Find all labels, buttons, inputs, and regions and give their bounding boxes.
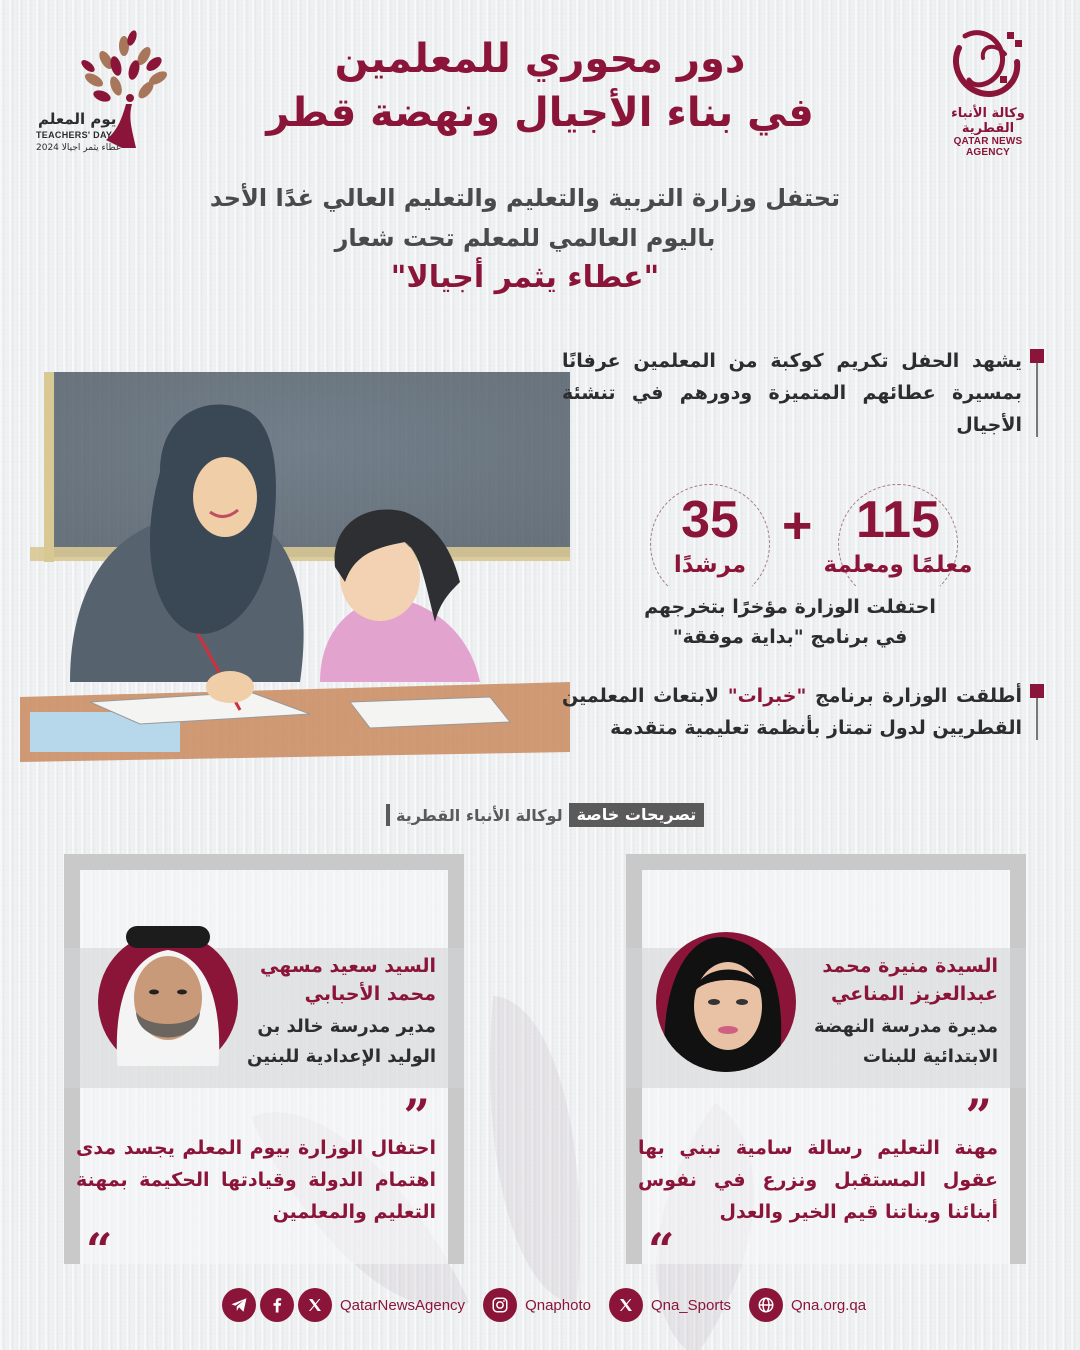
avatar-munira <box>656 932 796 1072</box>
card-name-line-1: السيد سعيد مسهي <box>260 955 436 977</box>
quote-close-icon: “ <box>86 1223 113 1277</box>
card-role-line-1: مديرة مدرسة النهضة <box>814 1016 998 1037</box>
intro-line-2: باليوم العالمي للمعلم تحت شعار <box>334 224 716 252</box>
social-handle-qnaphoto[interactable]: Qnaphoto <box>525 1296 591 1314</box>
teachers-day-arabic: يوم المعلم <box>38 110 117 128</box>
bullet-square-icon <box>1030 349 1044 363</box>
teachers-day-tagline: 2024 عطاء يثمر اجيالا <box>36 143 122 153</box>
quote-close-icon: “ <box>648 1223 675 1277</box>
qna-logo <box>932 28 1044 158</box>
instagram-icon[interactable] <box>483 1288 517 1322</box>
bullet-honoring-teachers <box>562 345 1022 441</box>
statements-source: لوكالة الأنباء القطرية <box>396 805 563 825</box>
bullet-square-icon <box>1030 684 1044 698</box>
stat-mentors-label: مرشدًا <box>673 552 747 578</box>
bullet-divider <box>1036 698 1038 740</box>
statements-bar <box>386 804 390 826</box>
facebook-icon[interactable] <box>260 1288 294 1322</box>
social-handle-qna-sports[interactable]: Qna_Sports <box>650 1296 731 1314</box>
qna-emblem-icon <box>945 28 1031 104</box>
social-handle-website[interactable]: Qna.org.qa <box>791 1296 867 1314</box>
x-icon[interactable] <box>298 1288 332 1322</box>
stat-mentors-value: 35 <box>681 491 739 549</box>
statement-card-munira <box>626 854 1026 1277</box>
card-name <box>822 952 998 1008</box>
card-quote: احتفال الوزارة بيوم المعلم يجسد مدى اهتمام الدولة وقيادتها الحكيمة بمهنة التعليم والمعلمين <box>76 1137 436 1223</box>
graduation-note-line-2: في برنامج "بداية موفقة" <box>672 626 908 648</box>
title-line-2: في بناء الأجيال ونهضة قطر <box>266 90 814 136</box>
teacher-student-illustration <box>10 352 570 772</box>
statement-card-saeed <box>64 854 464 1277</box>
intro-line-1: تحتفل وزارة التربية والتعليم والتعليم العالي غدًا الأحد <box>209 184 841 212</box>
globe-icon[interactable] <box>749 1288 783 1322</box>
background-leaf-decoration <box>467 996 603 1304</box>
statements-tag: تصريحات خاصة <box>569 803 705 827</box>
stat-teachers-value: 115 <box>856 491 940 549</box>
quote-open-icon: ” <box>403 1089 430 1143</box>
qna-logo-arabic: وكالة الأنباء القطرية <box>951 106 1025 136</box>
statements-header <box>386 802 704 828</box>
stat-mentors <box>640 490 780 580</box>
bullet-khebrat-program <box>562 680 1022 744</box>
intro-text <box>200 178 850 298</box>
bullet-text-after: لابتعاث المعلمين القطريين لدول تمتاز بأنظمة تعليمية متقدمة <box>562 685 1022 739</box>
graduation-note <box>620 592 960 652</box>
qna-logo-english: QATAR NEWS AGENCY <box>953 136 1023 158</box>
graduation-note-line-1: احتفلت الوزارة مؤخرًا بتخرجهم <box>644 596 936 618</box>
bullet-text: يشهد الحفل تكريم كوكبة من المعلمين عرفانًا بمسيرة عطائهم المتميزة ودورهم في تنشئة الأجيال <box>562 350 1022 436</box>
card-role <box>814 1012 998 1072</box>
bullet-divider <box>1036 363 1038 437</box>
card-name-line-1: السيدة منيرة محمد <box>822 955 998 977</box>
bullet-text-before: أطلقت الوزارة برنامج <box>806 685 1022 707</box>
stat-teachers <box>818 490 978 580</box>
bullet-highlight: "خبرات" <box>727 685 807 707</box>
avatar-saeed <box>98 932 238 1072</box>
social-footer <box>222 1288 880 1322</box>
social-handle-qatarnewsagency[interactable]: QatarNewsAgency <box>340 1296 466 1314</box>
card-role-line-1: مدير مدرسة خالد بن <box>257 1016 436 1037</box>
teachers-day-logo <box>30 30 180 170</box>
teachers-day-english: TEACHERS' DAY <box>36 130 113 140</box>
card-role-line-2: الابتدائية للبنات <box>862 1046 998 1067</box>
title-line-1: دور محوري للمعلمين <box>334 36 746 82</box>
plus-sign: + <box>782 497 813 555</box>
x-icon[interactable] <box>609 1288 643 1322</box>
page-title <box>240 32 840 140</box>
card-quote: مهنة التعليم رسالة سامية نبني بها عقول المستقبل ونزرع في نفوس أبنائنا وبناتنا قيم الخير والعدل <box>638 1137 998 1223</box>
card-role <box>247 1012 436 1072</box>
card-name-line-2: محمد الأحبابي <box>304 983 436 1005</box>
card-role-line-2: الوليد الإعدادية للبنين <box>247 1046 436 1067</box>
quote-open-icon: ” <box>965 1089 992 1143</box>
card-name <box>260 952 436 1008</box>
stat-teachers-label: معلمًا ومعلمة <box>823 552 973 578</box>
intro-slogan: "عطاء يثمر أجيالا" <box>390 260 660 295</box>
card-name-line-2: عبدالعزيز المناعي <box>831 983 998 1005</box>
telegram-icon[interactable] <box>222 1288 256 1322</box>
